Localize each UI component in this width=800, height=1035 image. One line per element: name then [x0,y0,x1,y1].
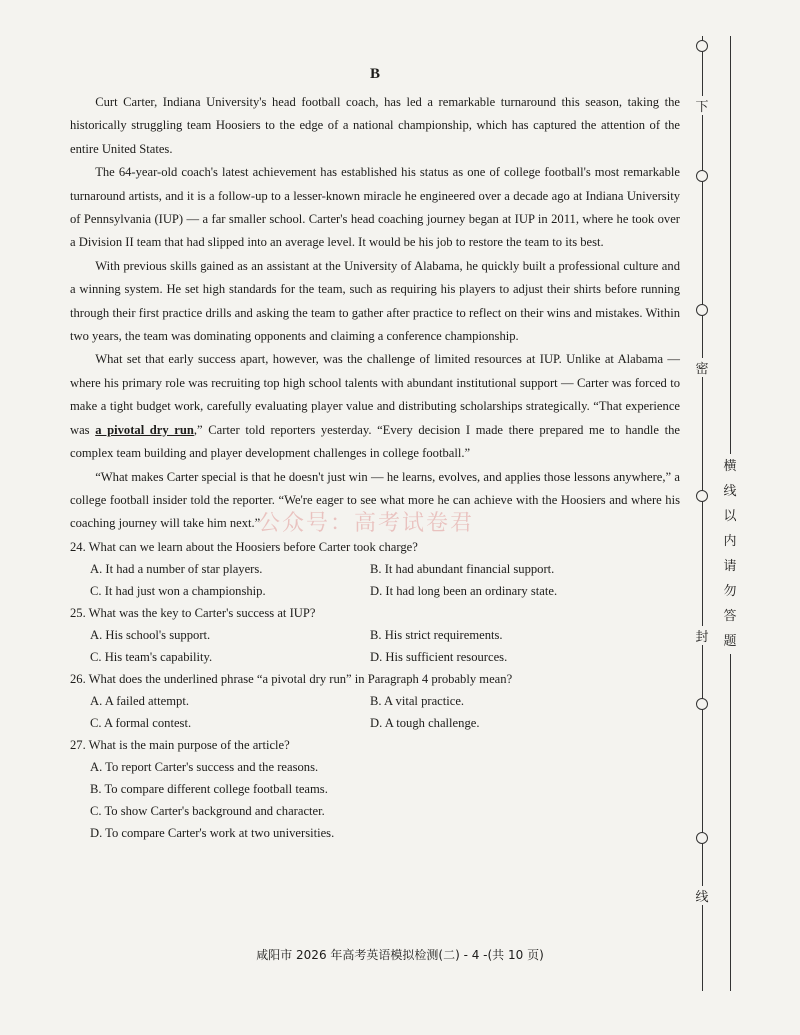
question-stem: 27. What is the main purpose of the article? [70,737,290,752]
binding-notice-char: 内 [723,534,737,549]
question-27 [70,734,680,844]
option-a[interactable]: A. It had a number of star players. [90,561,263,576]
binding-char-mid: 密 [694,358,710,377]
paragraph-5: “What makes Carter special is that he doesn't just win — he learns, evolves, and applies those lessons anywhere,” a college football insider told the reporter. “We're eager to see what more he can achieve with the Hoosiers and where his coaching journey will take him next.” [70,469,680,531]
paragraph-4 [70,348,680,465]
binding-circle-icon [696,304,708,316]
paragraph-3: With previous skills gained as an assistant at the University of Alabama, he quickly built a professional culture and a winning system. He set high standards for the team, such as requiring his players to adjust their shirts before running through their first practice drills and asking the team to gather after practice to reflect on their wins and mistakes. Within two years, the team was dominating opponents and claiming a conference championship. [70,258,680,344]
paragraph-1: Curt Carter, Indiana University's head football coach, has led a remarkable turnaround this season, taking the historically struggling team Hoosiers to the edge of a national championship, which has captured the attention of the entire United States. [70,95,680,156]
binding-circle-icon [696,698,708,710]
binding-circle-icon [696,40,708,52]
binding-char-top: 下 [694,96,710,115]
section-title: B [369,66,380,82]
option-d[interactable]: D. His sufficient resources. [370,649,508,664]
option-c[interactable]: C. To show Carter's background and character. [90,803,325,818]
page-footer: 咸阳市 2026 年高考英语模拟检测(二) - 4 -(共 10 页) [256,948,544,962]
option-c[interactable]: C. It had just won a championship. [90,583,266,598]
option-a[interactable]: A. To report Carter's success and the reasons. [90,759,319,774]
option-a[interactable]: A. His school's support. [90,627,211,642]
reading-passage-b [70,66,680,844]
question-stem: 26. What does the underlined phrase “a pivotal dry run” in Paragraph 4 probably mean? [70,671,513,686]
binding-notice [720,454,740,654]
question-24 [70,536,680,602]
binding-notice-char: 以 [723,509,737,524]
option-b[interactable]: B. It had abundant financial support. [370,561,555,576]
binding-circle-icon [696,170,708,182]
watermark: 公众号：高考试卷君 [258,511,475,536]
option-a[interactable]: A. A failed attempt. [90,693,189,708]
option-c[interactable]: C. A formal contest. [90,715,192,730]
binding-notice-char: 请 [723,559,737,574]
question-stem: 24. What can we learn about the Hoosiers before Carter took charge? [70,539,418,554]
option-b[interactable]: B. To compare different college football teams. [90,781,328,796]
question-26 [70,668,680,734]
binding-circle-icon [696,832,708,844]
binding-circle-icon [696,490,708,502]
underlined-phrase: a pivotal dry run [95,422,194,437]
binding-char-line: 线 [694,886,710,905]
option-b[interactable]: B. A vital practice. [370,693,465,708]
binding-notice-char: 答 [723,609,737,624]
binding-notice-char: 题 [723,634,737,649]
paragraph-2: The 64-year-old coach's latest achievement has established his status as one of college football's most remarkable turnaround artists, and it is a follow-up to a lesser-known miracle he engineered over a decade ago at Indiana University of Pennsylvania (IUP) — a far smaller school. Carter's head coaching journey began at IUP in 2011, where he took over a Division II team that had slipped into an average level. It would be his job to restore the team to its best. [70,165,680,250]
option-d[interactable]: D. To compare Carter's work at two universities. [90,825,335,840]
option-c[interactable]: C. His team's capability. [90,649,213,664]
binding-notice-char: 线 [723,484,737,499]
option-d[interactable]: D. It had long been an ordinary state. [370,583,558,598]
paragraph-4-after: ,” Carter told reporters yesterday. “Every decision I made there prepared me to handle the complex team building and player development challenges in college football.” [70,422,680,461]
option-b[interactable]: B. His strict requirements. [370,627,503,642]
binding-char-seal: 封 [694,626,710,645]
binding-notice-char: 勿 [723,584,737,599]
question-stem: 25. What was the key to Carter's success at IUP? [70,605,316,620]
question-25 [70,602,680,668]
binding-notice-char: 横 [723,459,737,474]
binding-margin [690,36,750,991]
paragraph-4-before: What set that early success apart, however, was the challenge of limited resources at IUP. Unlike at Alabama — where his primary role was recruiting top high school talents with abundant institutional support — Carter was forced to make a tight budget work, carefully evaluating player value and distributing scholarships strategically. “That experience was [70,352,680,437]
option-d[interactable]: D. A tough challenge. [370,715,480,730]
